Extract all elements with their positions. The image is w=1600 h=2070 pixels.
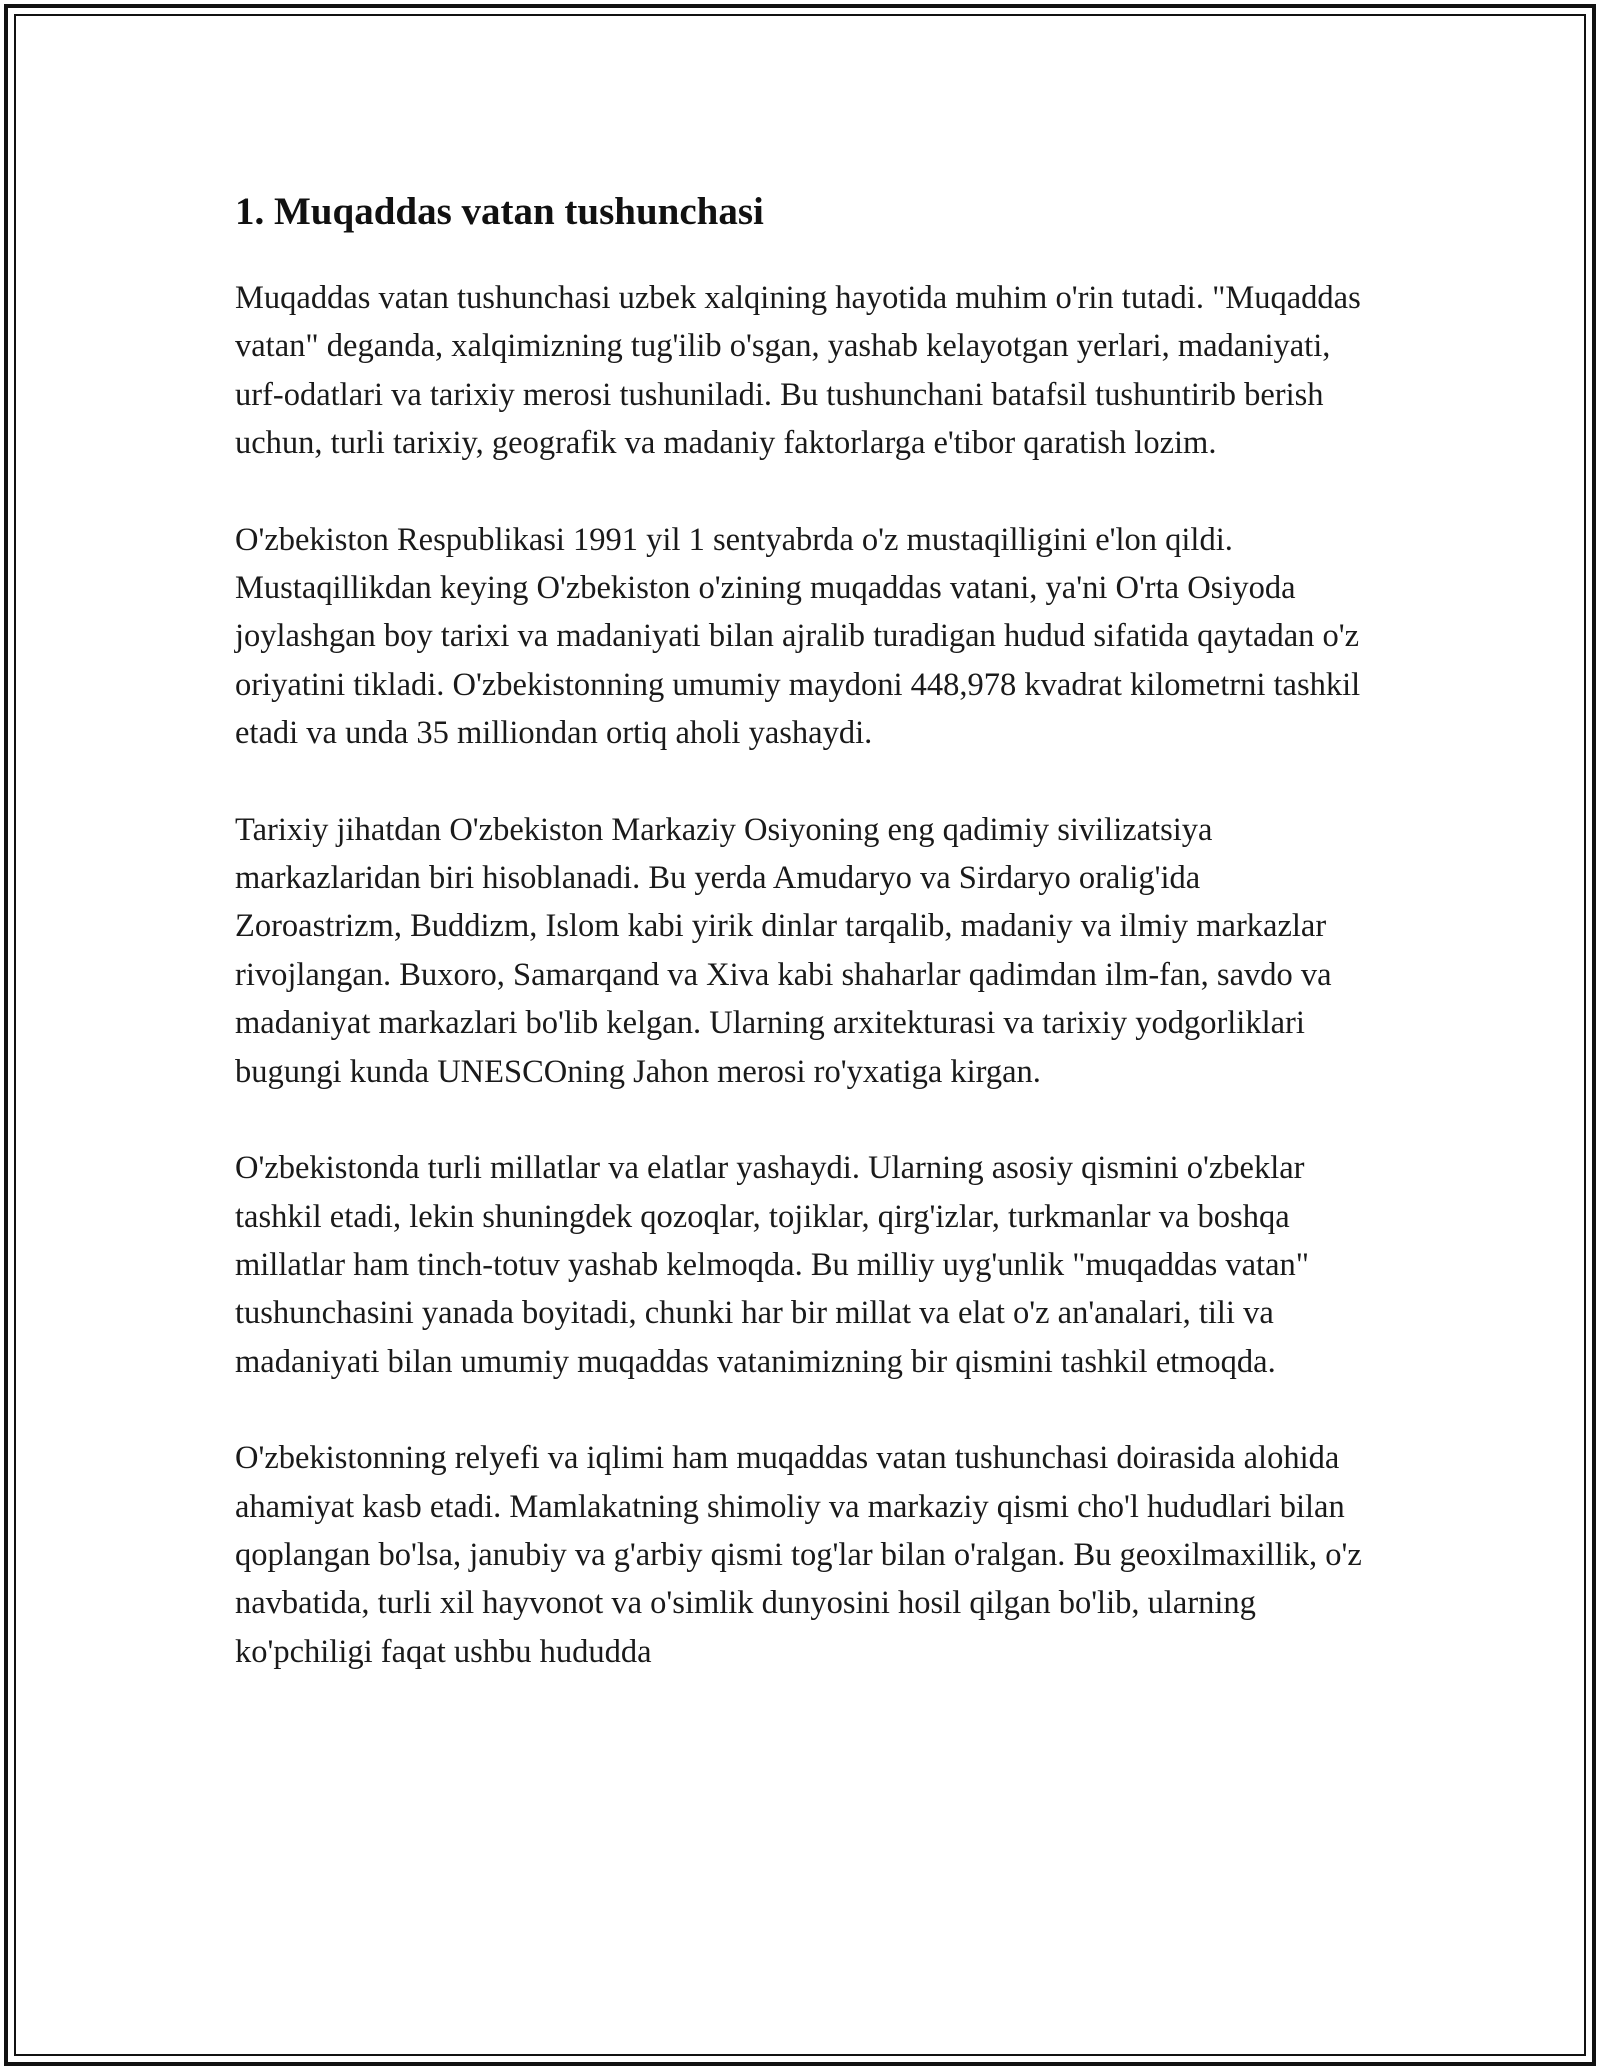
section-heading: 1. Muqaddas vatan tushunchasi [235, 190, 764, 233]
paragraph-nationalities: O'zbekistonda turli millatlar va elatlar yashaydi. Ularning asosiy qismini o'zbeklar tashkil etadi, lekin shuningdek qozoqlar, tojiklar, qirg'izlar, turkmanlar va boshqa millatlar ham tinch-totuv yashab kelmoqda. Bu milliy uyg'unlik "muqaddas vatan" tushunchasini yanada boyitadi, chunki har bir millat va elat o'z an'analari, tili va madaniyati bilan umumiy muqaddas vatanimizning bir qismini tashkil etmoqda. [235, 1150, 1310, 1380]
document-body [235, 186, 1375, 1724]
paragraph-geography: O'zbekistonning relyefi va iqlimi ham muqaddas vatan tushunchasi doirasida alohida ahamiyat kasb etadi. Mamlakatning shimoliy va markaziy qismi cho'l hududlari bilan qoplangan bo'lsa, janubiy va g'arbiy qismi tog'lar bilan o'ralgan. Bu geoxilmaxillik, o'z navbatida, turli xil hayvonot va o'simlik dunyosini hosil qilgan bo'lib, ularning ko'pchiligi faqat ushbu hududda [235, 1440, 1362, 1670]
paragraph-history: Tarixiy jihatdan O'zbekiston Markaziy Osiyoning eng qadimiy sivilizatsiya markazlaridan biri hisoblanadi. Bu yerda Amudaryo va Sirdaryo oralig'ida Zoroastrizm, Buddizm, Islom kabi yirik dinlar tarqalib, madaniy va ilmiy markazlar rivojlangan. Buxoro, Samarqand va Xiva kabi shaharlar qadimdan ilm-fan, savdo va madaniyat markazlari bo'lib kelgan. Ularning arxitekturasi va tarixiy yodgorliklari bugungi kunda UNESCOning Jahon merosi ro'yxatiga kirgan. [235, 811, 1332, 1090]
paragraph-independence: O'zbekiston Respublikasi 1991 yil 1 sentyabrda o'z mustaqilligini e'lon qildi. Mustaqillikdan keying O'zbekiston o'zining muqaddas vatani, ya'ni O'rta Osiyoda joylashgan boy tarixi va madaniyati bilan ajralib turadigan hudud sifatida qaytadan o'z oriyatini tikladi. O'zbekistonning umumiy maydoni 448,978 kvadrat kilometrni tashkil etadi va unda 35 milliondan ortiq aholi yashaydi. [235, 521, 1361, 752]
paragraph-intro: Muqaddas vatan tushunchasi uzbek xalqining hayotida muhim o'rin tutadi. "Muqaddas vatan" deganda, xalqimizning tug'ilib o'sgan, yashab kelayotgan yerlari, madaniyati, urf-odatlari va tarixiy merosi tushuniladi. Bu tushunchani batafsil tushuntirib berish uchun, turli tarixiy, geografik va madaniy faktorlarga e'tibor qaratish lozim. [235, 280, 1361, 462]
